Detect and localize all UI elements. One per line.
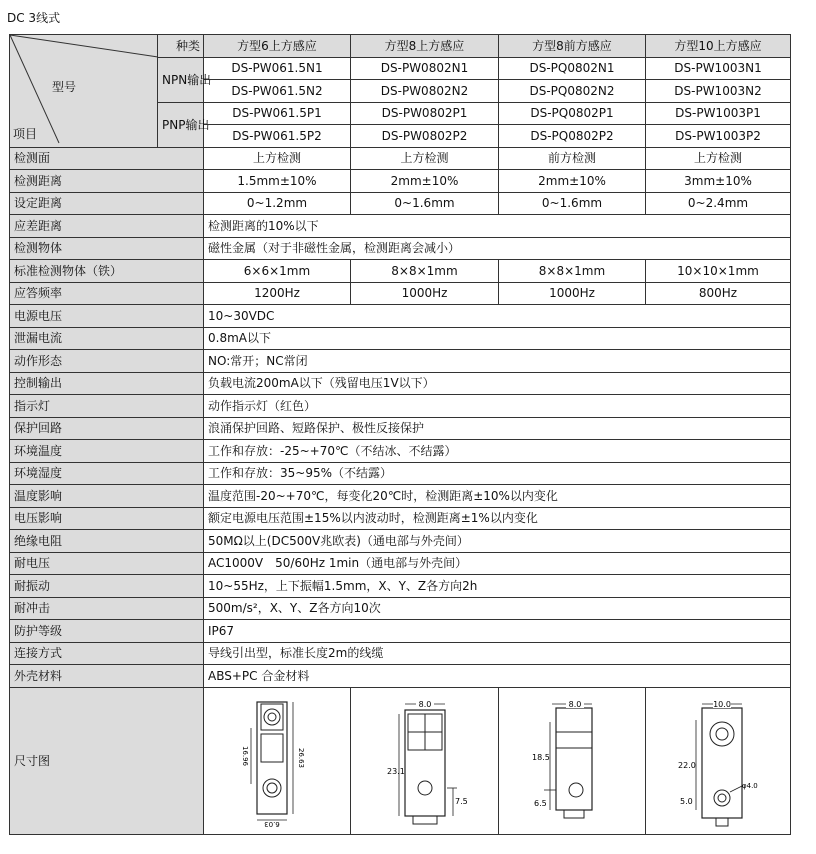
npn-model: DS-PW0802N2: [351, 80, 499, 103]
dim-label: 16.96: [241, 745, 249, 766]
row-value: 3mm±10%: [646, 170, 791, 193]
row-value: 导线引出型，标准长度2m的线缆: [204, 642, 791, 665]
row-label: 动作形态: [10, 350, 204, 373]
row-label: 检测面: [10, 147, 204, 170]
dimension-drawing-1: [227, 692, 327, 830]
row-value: ABS+PC 合金材料: [204, 665, 791, 688]
spec-table: [9, 34, 791, 835]
dimension-drawing-4: [668, 692, 768, 830]
spec-row-hysteresis: [10, 215, 791, 238]
pnp-model: DS-PW1003P1: [646, 102, 791, 125]
pnp-model: DS-PQ0802P2: [499, 125, 646, 148]
npn-model: DS-PW061.5N2: [204, 80, 351, 103]
spec-row-withstand-voltage: [10, 552, 791, 575]
row-value: 1000Hz: [351, 282, 499, 305]
row-value: 10~30VDC: [204, 305, 791, 328]
corner-cell: [10, 35, 158, 148]
model-label: 型号: [52, 80, 77, 94]
item-label: 项目: [13, 127, 38, 141]
row-value: 8×8×1mm: [499, 260, 646, 283]
spec-row-response-frequency: [10, 282, 791, 305]
npn-label: NPN输出: [158, 57, 204, 102]
row-value: 50MΩ以上(DC500V兆欧表)（通电部与外壳间）: [204, 530, 791, 553]
row-value: 温度范围-20~+70℃，每变化20℃时，检测距离±10%以内变化: [204, 485, 791, 508]
row-value: 0~1.6mm: [499, 192, 646, 215]
npn-model: DS-PW1003N2: [646, 80, 791, 103]
row-value: 8×8×1mm: [351, 260, 499, 283]
spec-row-shock: [10, 597, 791, 620]
row-label: 耐电压: [10, 552, 204, 575]
row-label: 耐冲击: [10, 597, 204, 620]
pnp-model: DS-PW0802P2: [351, 125, 499, 148]
row-value: NO:常开；NC常闭: [204, 350, 791, 373]
dim-label: φ4.0: [742, 781, 758, 790]
page-title: DC 3线式: [7, 11, 61, 25]
pnp-model: DS-PW1003P2: [646, 125, 791, 148]
row-value: 动作指示灯（红色）: [204, 395, 791, 418]
spec-row-detect-distance: [10, 170, 791, 193]
row-label: 电压影响: [10, 507, 204, 530]
row-label: 环境温度: [10, 440, 204, 463]
spec-row-dimensions: [10, 687, 791, 834]
type-2: 方型8上方感应: [351, 35, 499, 58]
row-label: 外壳材料: [10, 665, 204, 688]
spec-row-env-humidity: [10, 462, 791, 485]
npn-model: DS-PW0802N1: [351, 57, 499, 80]
pnp-model: DS-PW061.5P1: [204, 102, 351, 125]
spec-row-action-mode: [10, 350, 791, 373]
type-4: 方型10上方感应: [646, 35, 791, 58]
row-label: 绝缘电阻: [10, 530, 204, 553]
dimension-drawing-3: [522, 692, 622, 830]
row-label: 防护等级: [10, 620, 204, 643]
row-value: 6×6×1mm: [204, 260, 351, 283]
dim-label: 8.0: [568, 699, 582, 709]
row-value: AC1000V 50/60Hz 1min（通电部与外壳间）: [204, 552, 791, 575]
row-value: 上方检测: [204, 147, 351, 170]
row-value: 0~1.6mm: [351, 192, 499, 215]
row-label: 检测物体: [10, 237, 204, 260]
type-1: 方型6上方感应: [204, 35, 351, 58]
dimension-drawing-2: [375, 692, 475, 830]
row-label: 电源电压: [10, 305, 204, 328]
row-value: 1000Hz: [499, 282, 646, 305]
drawing-cell-4: [646, 687, 791, 834]
row-label: 尺寸图: [10, 687, 204, 834]
row-value: 工作和存放：35~95%（不结露）: [204, 462, 791, 485]
spec-row-supply-voltage: [10, 305, 791, 328]
dim-label: 10.0: [713, 699, 731, 709]
pnp-model: DS-PW0802P1: [351, 102, 499, 125]
dim-label: 8.0: [418, 699, 431, 709]
row-label: 应差距离: [10, 215, 204, 238]
row-value: 浪涌保护回路、短路保护、极性反接保护: [204, 417, 791, 440]
dim-label: 23.1: [386, 766, 405, 776]
drawing-cell-3: [499, 687, 646, 834]
row-value: 负载电流200mA以下（残留电压1V以下）: [204, 372, 791, 395]
spec-row-temperature-effect: [10, 485, 791, 508]
pnp-model: DS-PQ0802P1: [499, 102, 646, 125]
dim-label: 6.5: [534, 798, 547, 808]
row-value: 800Hz: [646, 282, 791, 305]
npn-model: DS-PQ0802N1: [499, 57, 646, 80]
row-label: 设定距离: [10, 192, 204, 215]
dim-label: 6.03: [264, 819, 280, 828]
row-label: 保护回路: [10, 417, 204, 440]
row-value: 上方检测: [646, 147, 791, 170]
row-label: 连接方式: [10, 642, 204, 665]
npn-model: DS-PQ0802N2: [499, 80, 646, 103]
row-value: 1200Hz: [204, 282, 351, 305]
row-value: 检测距离的10%以下: [204, 215, 791, 238]
npn-model: DS-PW1003N1: [646, 57, 791, 80]
row-value: 2mm±10%: [499, 170, 646, 193]
row-label: 环境湿度: [10, 462, 204, 485]
spec-row-protection-rating: [10, 620, 791, 643]
spec-row-insulation: [10, 530, 791, 553]
row-value: 10~55Hz，上下振幅1.5mm，X、Y、Z各方向2h: [204, 575, 791, 598]
pnp-label: PNP输出: [158, 102, 204, 147]
spec-row-set-distance: [10, 192, 791, 215]
row-value: 500m/s²，X、Y、Z各方向10次: [204, 597, 791, 620]
spec-row-housing: [10, 665, 791, 688]
row-value: 额定电源电压范围±15%以内波动时，检测距离±1%以内变化: [204, 507, 791, 530]
drawing-cell-2: [351, 687, 499, 834]
row-value: IP67: [204, 620, 791, 643]
row-label: 耐振动: [10, 575, 204, 598]
kind-label: 种类: [158, 35, 204, 58]
spec-row-connection: [10, 642, 791, 665]
row-label: 检测距离: [10, 170, 204, 193]
row-label: 标准检测物体（铁）: [10, 260, 204, 283]
spec-row-detect-object: [10, 237, 791, 260]
spec-row-standard-object: [10, 260, 791, 283]
row-value: 1.5mm±10%: [204, 170, 351, 193]
row-label: 指示灯: [10, 395, 204, 418]
spec-row-leak-current: [10, 327, 791, 350]
row-value: 工作和存放：-25~+70℃（不结冰、不结露）: [204, 440, 791, 463]
dim-label: 22.0: [678, 760, 696, 770]
spec-row-indicator: [10, 395, 791, 418]
row-label: 应答频率: [10, 282, 204, 305]
pnp-model: DS-PW061.5P2: [204, 125, 351, 148]
drawing-cell-1: [204, 687, 351, 834]
dim-label: 18.5: [532, 752, 550, 762]
type-3: 方型8前方感应: [499, 35, 646, 58]
row-value: 0~2.4mm: [646, 192, 791, 215]
spec-row-vibration: [10, 575, 791, 598]
row-value: 2mm±10%: [351, 170, 499, 193]
row-value: 磁性金属（对于非磁性金属，检测距离会减小）: [204, 237, 791, 260]
spec-row-detect-face: [10, 147, 791, 170]
dim-label: 5.0: [680, 796, 693, 806]
npn-model: DS-PW061.5N1: [204, 57, 351, 80]
row-value: 上方检测: [351, 147, 499, 170]
row-value: 0~1.2mm: [204, 192, 351, 215]
row-label: 泄漏电流: [10, 327, 204, 350]
row-label: 控制输出: [10, 372, 204, 395]
dim-label: 7.5: [454, 796, 468, 806]
spec-row-control-output: [10, 372, 791, 395]
spec-row-env-temperature: [10, 440, 791, 463]
row-value: 0.8mA以下: [204, 327, 791, 350]
row-label: 温度影响: [10, 485, 204, 508]
row-value: 10×10×1mm: [646, 260, 791, 283]
type-row: [10, 35, 791, 58]
spec-row-protection: [10, 417, 791, 440]
row-value: 前方检测: [499, 147, 646, 170]
dim-label: 26.63: [297, 747, 305, 768]
spec-row-voltage-effect: [10, 507, 791, 530]
